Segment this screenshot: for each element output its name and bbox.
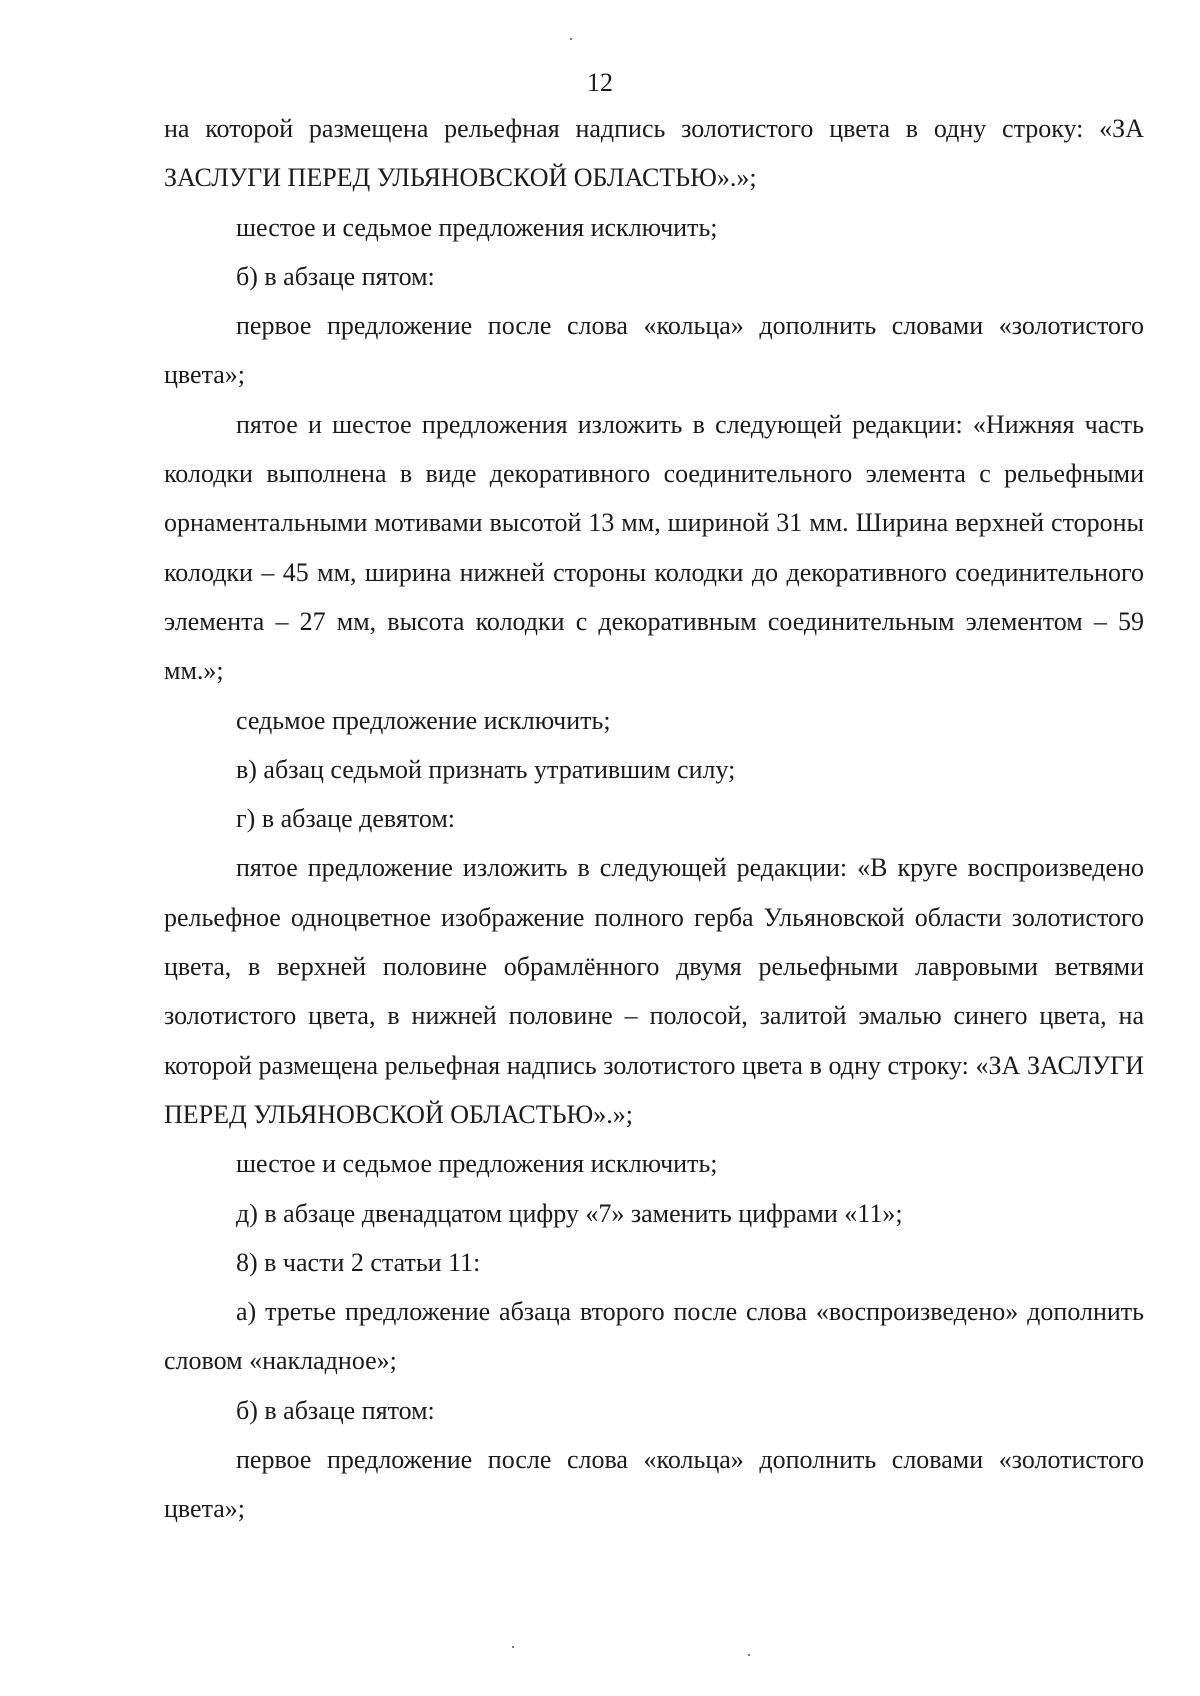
scan-speck-bottom-right	[748, 1654, 750, 1656]
paragraph: б) в абзаце пятом:	[236, 1395, 435, 1425]
paragraph: 8) в части 2 статьи 11:	[236, 1247, 481, 1277]
paragraph: седьмое предложение исключить;	[236, 705, 611, 735]
paragraph: первое предложение после слова «кольца» дополнить словами «золотистого цвета»;	[164, 311, 1144, 390]
paragraph-continuation: на которой размещена рельефная надпись золотистого цвета в одну строку: «ЗА ЗАСЛУГИ ПЕРЕД УЛЬЯНОВСКОЙ ОБЛАСТЬЮ».»;	[164, 114, 1144, 193]
paragraph: шестое и седьмое предложения исключить;	[236, 1149, 718, 1179]
paragraph: пятое и шестое предложения изложить в следующей редакции: «Нижняя часть колодки выполнена в виде декоративного соединительного элемента с рельефными орнаментальными мотивами высотой 13 мм, шириной 31 мм. Ширина верхней стороны колодки – 45 мм, ширина нижней стороны колодки до декоративного соединительного элемента – 27 мм, высота колодки с декоративным соединительным элементом – 59 мм.»;	[164, 409, 1144, 686]
paragraph: г) в абзаце девятом:	[236, 804, 455, 834]
page-number: 12	[587, 68, 613, 97]
paragraph: в) абзац седьмой признать утратившим силу;	[236, 754, 736, 784]
paragraph: первое предложение после слова «кольца» дополнить словами «золотистого цвета»;	[164, 1445, 1144, 1524]
scan-speck-top	[570, 38, 572, 40]
paragraph: шестое и седьмое предложения исключить;	[236, 212, 718, 242]
paragraph: пятое предложение изложить в следующей редакции: «В круге воспроизведено рельефное одноцветное изображение полного герба Ульяновской области золотистого цвета, в верхней половине обрамлённого двумя рельефными лавровыми ветвями золотистого цвета, в нижней половине – полосой, залитой эмалью синего цвета, на которой размещена рельефная надпись золотистого цвета в одну строку: «ЗА ЗАСЛУГИ ПЕРЕД УЛЬЯНОВСКОЙ ОБЛАСТЬЮ».»;	[164, 853, 1144, 1129]
scan-speck-bottom-left	[512, 1646, 514, 1648]
paragraph: б) в абзаце пятом:	[236, 261, 435, 291]
paragraph: а) третье предложение абзаца второго после слова «воспроизведено» дополнить словом «накладное»;	[164, 1297, 1144, 1376]
document-body	[164, 104, 1144, 1534]
paragraph: д) в абзаце двенадцатом цифру «7» заменить цифрами «11»;	[236, 1198, 903, 1228]
